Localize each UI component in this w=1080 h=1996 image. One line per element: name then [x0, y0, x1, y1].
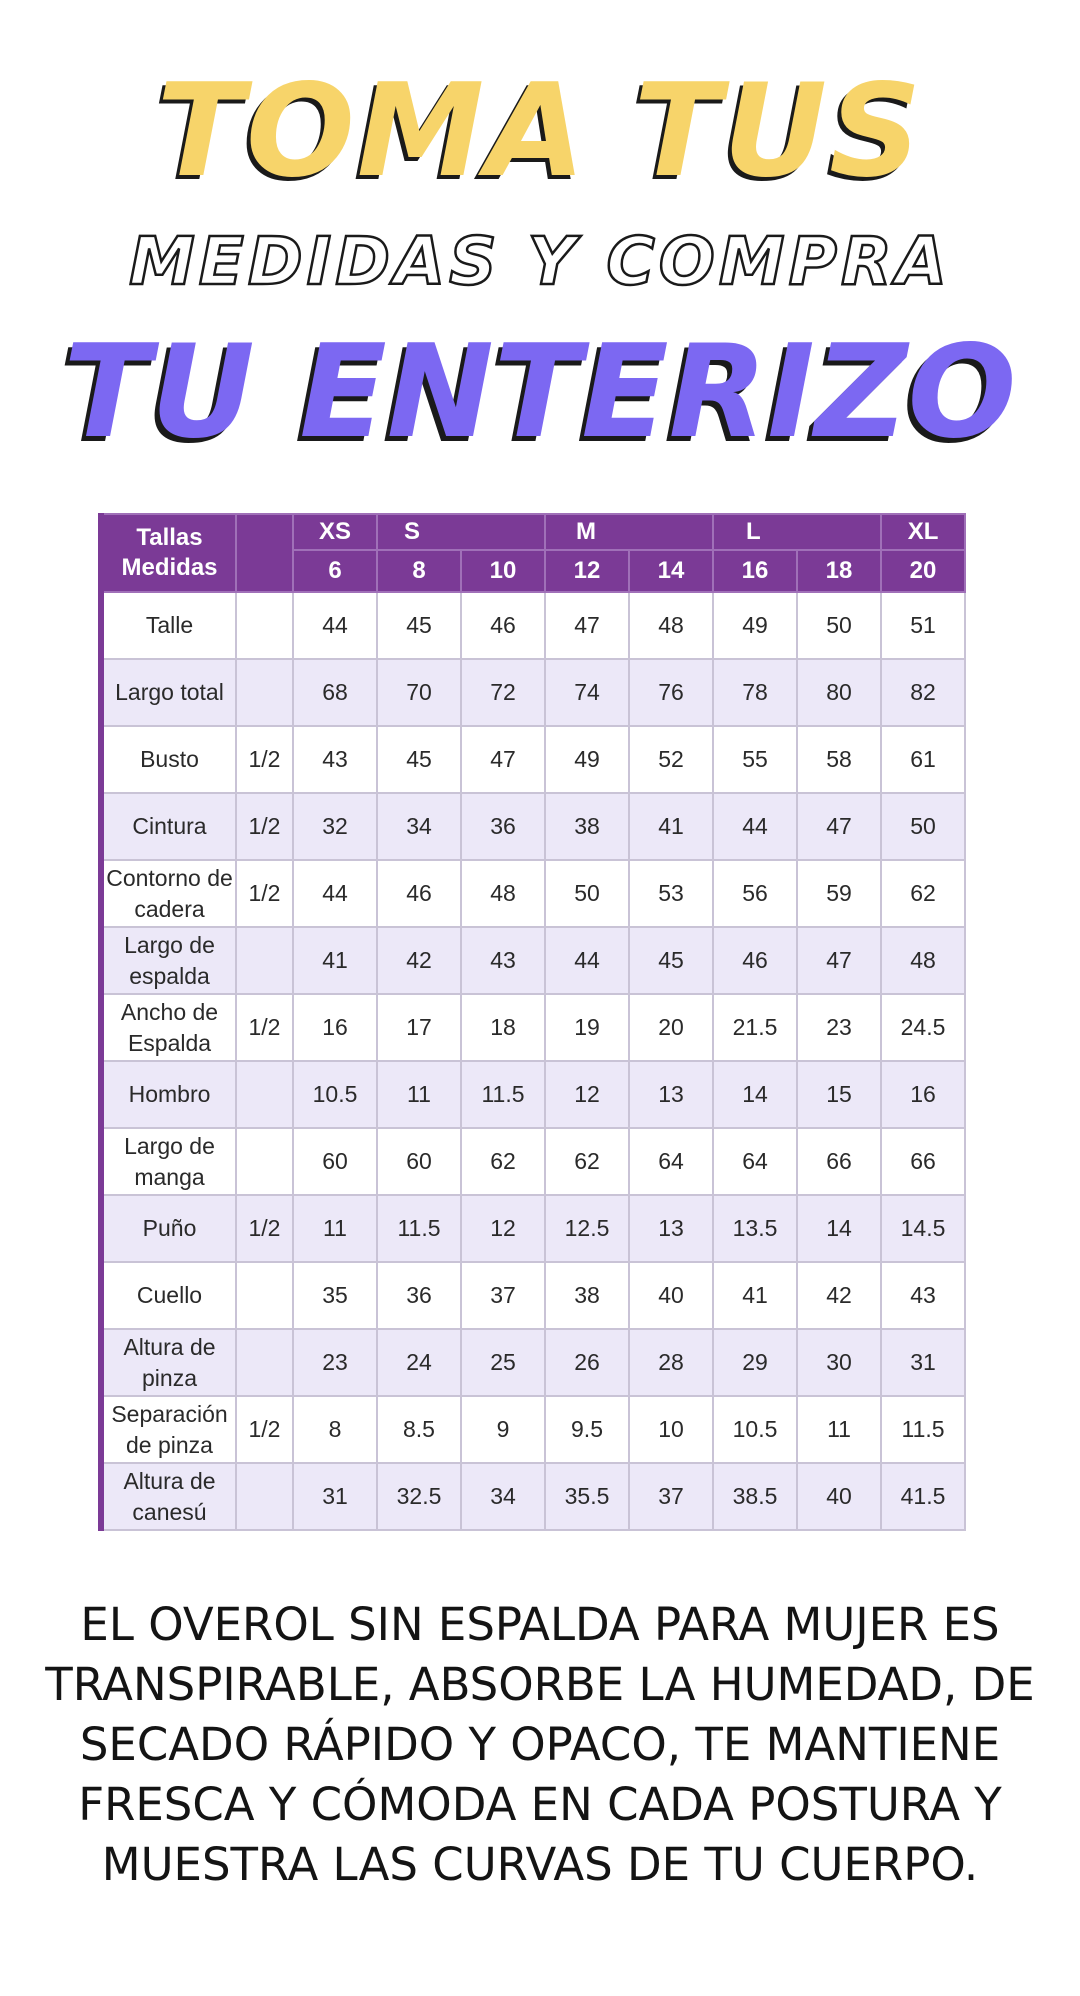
table-cell: 78 [713, 659, 797, 726]
table-cell: 43 [881, 1262, 965, 1329]
header-size-1: 8 [377, 550, 461, 592]
table-cell: 43 [293, 726, 377, 793]
row-label: Ancho de Espalda [101, 994, 236, 1061]
table-cell: 8 [293, 1396, 377, 1463]
table-cell: 14.5 [881, 1195, 965, 1262]
table-cell: 64 [713, 1128, 797, 1195]
table-row [101, 1128, 965, 1195]
row-half [236, 1329, 293, 1396]
table-cell: 37 [461, 1262, 545, 1329]
table-cell: 11 [377, 1061, 461, 1128]
row-label: Altura de pinza [101, 1329, 236, 1396]
table-cell: 68 [293, 659, 377, 726]
table-cell: 24.5 [881, 994, 965, 1061]
table-cell: 55 [713, 726, 797, 793]
table-cell: 13 [629, 1061, 713, 1128]
table-cell: 24 [377, 1329, 461, 1396]
table-cell: 47 [797, 927, 881, 994]
table-cell: 45 [377, 726, 461, 793]
row-half [236, 1262, 293, 1329]
table-cell: 48 [461, 860, 545, 927]
table-cell: 35 [293, 1262, 377, 1329]
table-cell: 62 [881, 860, 965, 927]
row-label: Busto [101, 726, 236, 793]
table-cell: 14 [797, 1195, 881, 1262]
header-size-7: 20 [881, 550, 965, 592]
header-size-2: 10 [461, 550, 545, 592]
table-cell: 16 [293, 994, 377, 1061]
table-cell: 80 [797, 659, 881, 726]
table-cell: 41.5 [881, 1463, 965, 1530]
table-cell: 29 [713, 1329, 797, 1396]
row-label: Hombro [101, 1061, 236, 1128]
table-cell: 40 [629, 1262, 713, 1329]
table-row [101, 927, 965, 994]
table-cell: 47 [545, 592, 629, 659]
table-cell: 37 [629, 1463, 713, 1530]
table-cell: 62 [461, 1128, 545, 1195]
table-cell: 42 [797, 1262, 881, 1329]
header-size-3: 12 [545, 550, 629, 592]
row-half: 1/2 [236, 994, 293, 1061]
row-half [236, 1463, 293, 1530]
row-half: 1/2 [236, 793, 293, 860]
table-cell: 64 [629, 1128, 713, 1195]
table-cell: 11.5 [461, 1061, 545, 1128]
table-cell: 58 [797, 726, 881, 793]
row-half: 1/2 [236, 860, 293, 927]
table-cell: 48 [629, 592, 713, 659]
row-half [236, 1061, 293, 1128]
table-cell: 70 [377, 659, 461, 726]
table-row [101, 592, 965, 659]
table-cell: 12 [461, 1195, 545, 1262]
header-size-4: 14 [629, 550, 713, 592]
table-cell: 11.5 [881, 1396, 965, 1463]
table-cell: 13.5 [713, 1195, 797, 1262]
table-cell: 47 [797, 793, 881, 860]
table-cell: 36 [461, 793, 545, 860]
table-cell: 47 [461, 726, 545, 793]
table-cell: 11 [797, 1396, 881, 1463]
table-cell: 12 [545, 1061, 629, 1128]
table-cell: 46 [713, 927, 797, 994]
table-cell: 56 [713, 860, 797, 927]
row-label: Puño [101, 1195, 236, 1262]
row-half [236, 927, 293, 994]
table-cell: 34 [461, 1463, 545, 1530]
header-tallas: Tallas [136, 524, 203, 551]
headline-line-1: TOMA TUS [156, 57, 924, 206]
table-cell: 23 [293, 1329, 377, 1396]
table-row [101, 994, 965, 1061]
table-cell: 41 [629, 793, 713, 860]
row-label: Altura de canesú [101, 1463, 236, 1530]
header-group-s: S [377, 514, 545, 550]
table-cell: 19 [545, 994, 629, 1061]
row-label: Largo total [101, 659, 236, 726]
header-group-l: L [713, 514, 881, 550]
table-cell: 42 [377, 927, 461, 994]
table-cell: 53 [629, 860, 713, 927]
row-half: 1/2 [236, 726, 293, 793]
size-chart [98, 513, 960, 1531]
table-cell: 45 [629, 927, 713, 994]
table-cell: 20 [629, 994, 713, 1061]
table-row [101, 659, 965, 726]
header-size-0: 6 [293, 550, 377, 592]
header-half-col [236, 514, 293, 592]
table-cell: 44 [293, 860, 377, 927]
table-cell: 49 [545, 726, 629, 793]
table-cell: 31 [881, 1329, 965, 1396]
table-cell: 60 [293, 1128, 377, 1195]
table-cell: 59 [797, 860, 881, 927]
table-cell: 41 [713, 1262, 797, 1329]
table-cell: 36 [377, 1262, 461, 1329]
table-cell: 30 [797, 1329, 881, 1396]
table-cell: 66 [797, 1128, 881, 1195]
table-cell: 43 [461, 927, 545, 994]
table-cell: 51 [881, 592, 965, 659]
table-cell: 44 [713, 793, 797, 860]
table-cell: 50 [545, 860, 629, 927]
header-size-5: 16 [713, 550, 797, 592]
table-cell: 40 [797, 1463, 881, 1530]
table-cell: 15 [797, 1061, 881, 1128]
row-label: Talle [101, 592, 236, 659]
table-row [101, 1329, 965, 1396]
table-cell: 41 [293, 927, 377, 994]
table-row [101, 1061, 965, 1128]
size-table [98, 513, 966, 1531]
product-description: EL OVEROL SIN ESPALDA PARA MUJER ES TRANSPIRABLE, ABSORBE LA HUMEDAD, DE SECADO RÁPIDO Y OPACO, TE MANTIENE FRESCA Y CÓMODA EN CADA POSTURA Y MUESTRA LAS CURVAS DE TU CUERPO. [45, 1598, 1035, 1891]
table-cell: 50 [881, 793, 965, 860]
table-cell: 46 [377, 860, 461, 927]
table-cell: 12.5 [545, 1195, 629, 1262]
row-label: Cintura [101, 793, 236, 860]
table-cell: 38.5 [713, 1463, 797, 1530]
row-label: Contorno de cadera [101, 860, 236, 927]
headline-line-3: TU ENTERIZO [63, 318, 1017, 467]
row-label: Largo de manga [101, 1128, 236, 1195]
table-cell: 31 [293, 1463, 377, 1530]
table-row [101, 1463, 965, 1530]
headline-line-2: MEDIDAS Y COMPRA [129, 223, 951, 300]
table-cell: 11.5 [377, 1195, 461, 1262]
table-cell: 16 [881, 1061, 965, 1128]
table-cell: 8.5 [377, 1396, 461, 1463]
table-cell: 11 [293, 1195, 377, 1262]
row-half [236, 1128, 293, 1195]
table-cell: 76 [629, 659, 713, 726]
table-cell: 21.5 [713, 994, 797, 1061]
table-cell: 28 [629, 1329, 713, 1396]
row-half: 1/2 [236, 1396, 293, 1463]
table-row [101, 860, 965, 927]
table-cell: 9 [461, 1396, 545, 1463]
table-cell: 61 [881, 726, 965, 793]
table-cell: 46 [461, 592, 545, 659]
table-cell: 32 [293, 793, 377, 860]
table-cell: 38 [545, 1262, 629, 1329]
table-row [101, 1262, 965, 1329]
table-cell: 44 [293, 592, 377, 659]
row-half: 1/2 [236, 1195, 293, 1262]
header-group-xl: XL [881, 514, 965, 550]
table-row [101, 1195, 965, 1262]
table-cell: 26 [545, 1329, 629, 1396]
row-label: Cuello [101, 1262, 236, 1329]
table-cell: 66 [881, 1128, 965, 1195]
table-cell: 10 [629, 1396, 713, 1463]
table-cell: 9.5 [545, 1396, 629, 1463]
table-cell: 10.5 [713, 1396, 797, 1463]
header-group-m: M [545, 514, 713, 550]
row-label: Separación de pinza [101, 1396, 236, 1463]
table-cell: 60 [377, 1128, 461, 1195]
table-cell: 72 [461, 659, 545, 726]
header-group-xs: XS [293, 514, 377, 550]
table-row [101, 726, 965, 793]
table-cell: 50 [797, 592, 881, 659]
table-cell: 17 [377, 994, 461, 1061]
table-cell: 25 [461, 1329, 545, 1396]
table-cell: 34 [377, 793, 461, 860]
table-cell: 48 [881, 927, 965, 994]
table-cell: 32.5 [377, 1463, 461, 1530]
row-half [236, 592, 293, 659]
table-cell: 14 [713, 1061, 797, 1128]
table-cell: 13 [629, 1195, 713, 1262]
table-cell: 38 [545, 793, 629, 860]
table-cell: 44 [545, 927, 629, 994]
row-half [236, 659, 293, 726]
table-cell: 10.5 [293, 1061, 377, 1128]
table-cell: 45 [377, 592, 461, 659]
table-cell: 49 [713, 592, 797, 659]
table-cell: 74 [545, 659, 629, 726]
header-size-6: 18 [797, 550, 881, 592]
table-cell: 35.5 [545, 1463, 629, 1530]
table-cell: 52 [629, 726, 713, 793]
table-row [101, 793, 965, 860]
table-cell: 23 [797, 994, 881, 1061]
header-tallas-medidas [101, 514, 236, 592]
table-cell: 82 [881, 659, 965, 726]
table-cell: 18 [461, 994, 545, 1061]
header-medidas: Medidas [121, 554, 218, 581]
row-label: Largo de espalda [101, 927, 236, 994]
table-cell: 62 [545, 1128, 629, 1195]
table-row [101, 1396, 965, 1463]
